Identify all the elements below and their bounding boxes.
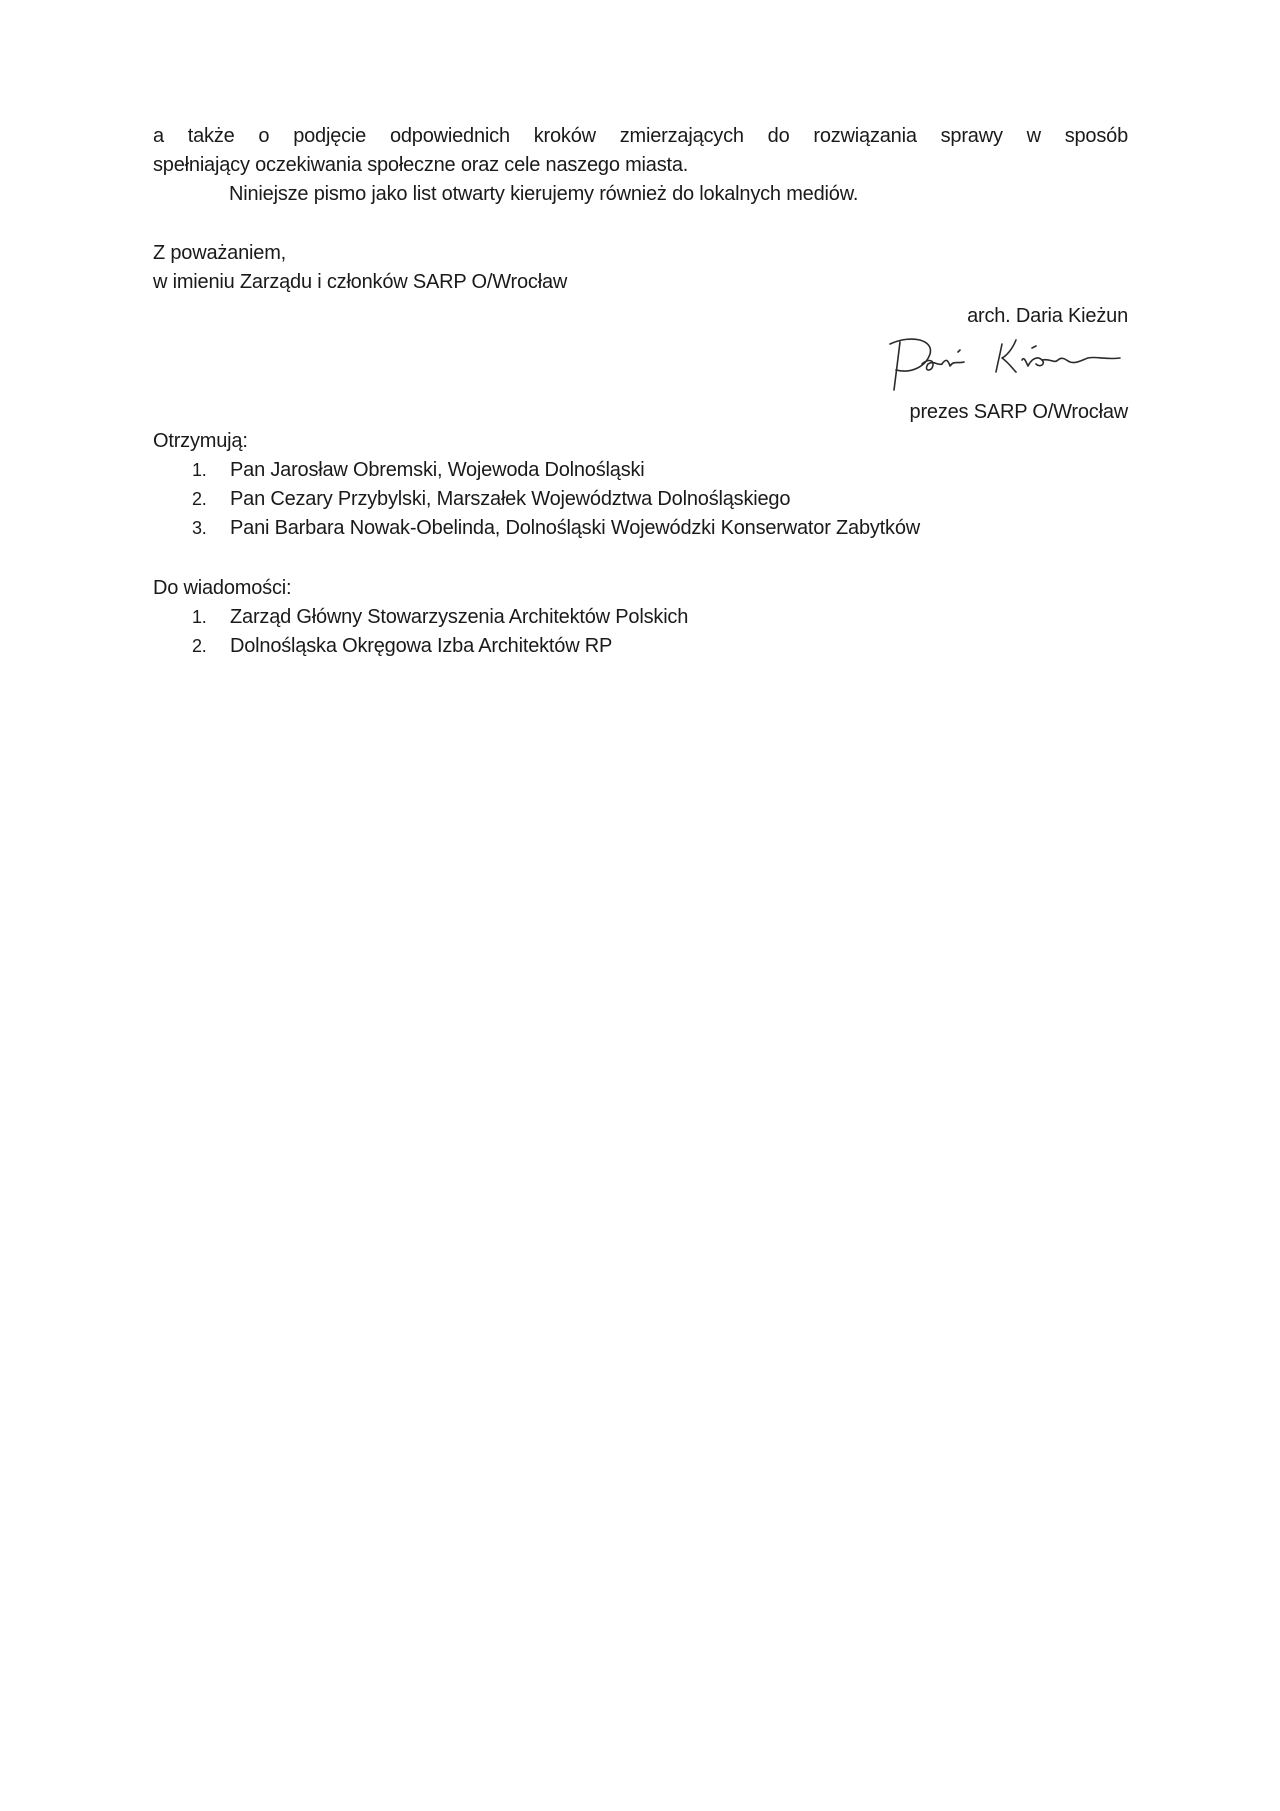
cc-list [153,603,688,661]
list-item [153,485,920,514]
handwritten-signature [882,330,1132,400]
signatory-name: arch. Daria Kieżun [967,305,1128,327]
cc-section [153,574,688,661]
list-text: Pani Barbara Nowak-Obelinda, Dolnośląski Wojewódzki Konserwator Zabytków [230,517,920,539]
recipients-heading: Otrzymują: [153,430,248,452]
cc-heading: Do wiadomości: [153,577,292,599]
list-number: 2. [192,489,207,509]
list-text: Pan Jarosław Obremski, Wojewoda Dolnośląski [230,459,645,481]
list-text: Zarząd Główny Stowarzyszenia Architektów Polskich [230,606,689,628]
list-number: 3. [192,518,207,538]
closing-block [153,239,567,297]
recipients-list [153,456,920,543]
body-line-2: spełniający oczekiwania społeczne oraz cele naszego miasta. [153,154,689,176]
list-number: 1. [192,607,207,627]
list-text: Dolnośląska Okręgowa Izba Architektów RP [230,635,613,657]
list-text: Pan Cezary Przybylski, Marszałek Województwa Dolnośląskiego [230,488,791,510]
closing-salutation: Z poważaniem, [153,242,287,264]
list-item [153,514,920,543]
list-item [153,603,688,632]
on-behalf-line: w imieniu Zarządu i członków SARP O/Wrocław [153,271,568,293]
letter-body [153,122,1128,209]
signatory-role: prezes SARP O/Wrocław [909,401,1128,423]
body-line-1: a także o podjęcie odpowiednich kroków zmierzających do rozwiązania sprawy w sposób [153,125,1128,147]
list-item [153,456,920,485]
recipients-section [153,427,920,543]
body-paragraph-2: Niniejsze pismo jako list otwarty kierujemy również do lokalnych mediów. [229,183,859,205]
list-item [153,632,688,661]
list-number: 2. [192,636,207,656]
list-number: 1. [192,460,207,480]
